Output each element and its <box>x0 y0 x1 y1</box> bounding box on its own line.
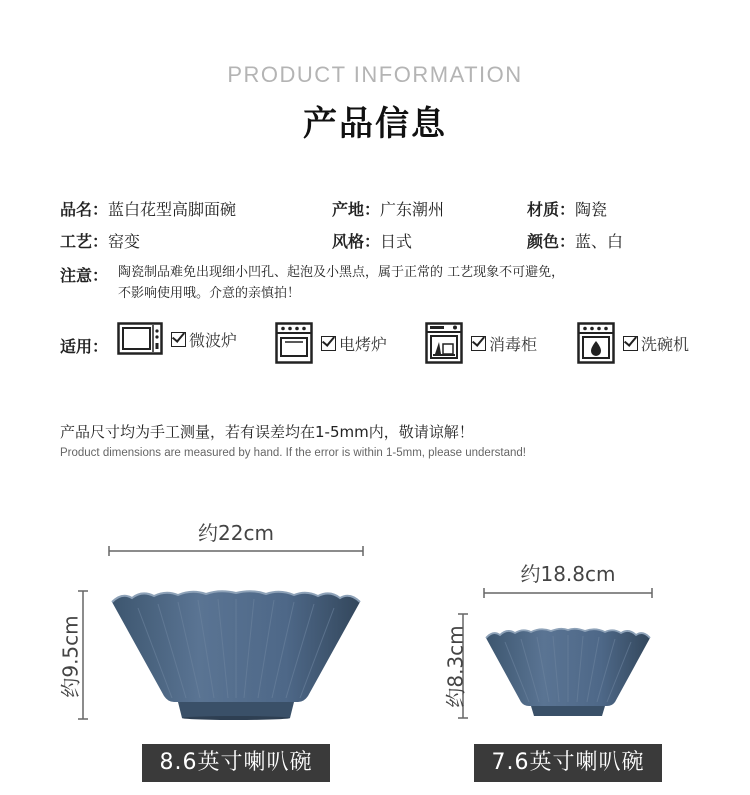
spec-origin <box>332 197 444 220</box>
usage-item-label: 电烤炉 <box>339 334 388 354</box>
oven-icon <box>275 322 313 364</box>
usage-item-label: 微波炉 <box>189 330 238 350</box>
notice-text <box>118 262 564 304</box>
bowl-2-size-tag: 7.6英寸喇叭碗 <box>474 744 662 782</box>
sterilizer-icon <box>425 322 463 364</box>
usage-item-oven <box>275 322 387 364</box>
microwave-icon <box>117 322 163 356</box>
english-title: PRODUCT INFORMATION <box>227 62 523 87</box>
bowl-2-width-line <box>483 586 653 600</box>
spec-craft <box>60 229 140 252</box>
spec-color-value: 蓝、白 <box>575 232 624 251</box>
spec-style-value: 日式 <box>380 232 413 251</box>
usage-item-label: 洗碗机 <box>641 334 690 354</box>
bowl-2-width-label: 约18.8cm <box>520 562 616 586</box>
spec-material-label: 材质： <box>527 200 576 219</box>
bowl-2-height-label: 约8.3cm <box>443 625 468 708</box>
bowl-1-size-tag: 8.6英寸喇叭碗 <box>142 744 330 782</box>
bowl-1-height-label: 约9.5cm <box>58 615 83 698</box>
usage-row <box>117 322 737 366</box>
dishwasher-icon <box>577 322 615 364</box>
notice-label: 注意： <box>60 266 109 285</box>
bowl-1-width-line <box>108 544 364 558</box>
spec-craft-value: 窑变 <box>108 232 141 251</box>
oven-checkbox-icon <box>321 336 336 351</box>
bowl-small-image <box>483 626 653 718</box>
spec-material-value: 陶瓷 <box>575 200 608 219</box>
spec-style-label: 风格： <box>332 232 381 251</box>
spec-color <box>527 229 623 252</box>
notice-line-1: 陶瓷制品难免出现细小凹孔、起泡及小黑点，属于正常的 工艺现象不可避免， <box>118 265 565 280</box>
spec-origin-value: 广东潮州 <box>380 200 445 219</box>
notice-line-2: 不影响使用哦。介意的亲慎拍！ <box>118 286 301 301</box>
usage-item-sterilizer <box>425 322 537 364</box>
sterilizer-checkbox-icon <box>471 336 486 351</box>
dimension-note-cn: 产品尺寸均为手工测量，若有误差均在1-5mm内，敬请谅解！ <box>60 423 474 441</box>
usage-label: 适用： <box>60 337 109 356</box>
spec-name-value: 蓝白花型高脚面碗 <box>108 200 237 219</box>
spec-material <box>527 197 607 220</box>
chinese-title: 产品信息 <box>303 104 447 144</box>
microwave-checkbox-icon <box>171 332 186 347</box>
bowl-large-image <box>108 588 364 720</box>
dishwasher-checkbox-icon <box>623 336 638 351</box>
spec-name-label: 品名： <box>60 200 109 219</box>
spec-style <box>332 229 412 252</box>
dimension-note-en: Product dimensions are measured by hand. If the error is within 1-5mm, please understand! <box>60 447 526 459</box>
usage-item-dishwasher <box>577 322 689 364</box>
bowl-1-width-label: 约22cm <box>198 521 274 545</box>
usage-item-microwave <box>117 322 237 356</box>
spec-name <box>60 197 236 220</box>
usage-item-label: 消毒柜 <box>489 334 538 354</box>
spec-origin-label: 产地： <box>332 200 381 219</box>
spec-craft-label: 工艺： <box>60 232 109 251</box>
spec-color-label: 颜色： <box>527 232 576 251</box>
